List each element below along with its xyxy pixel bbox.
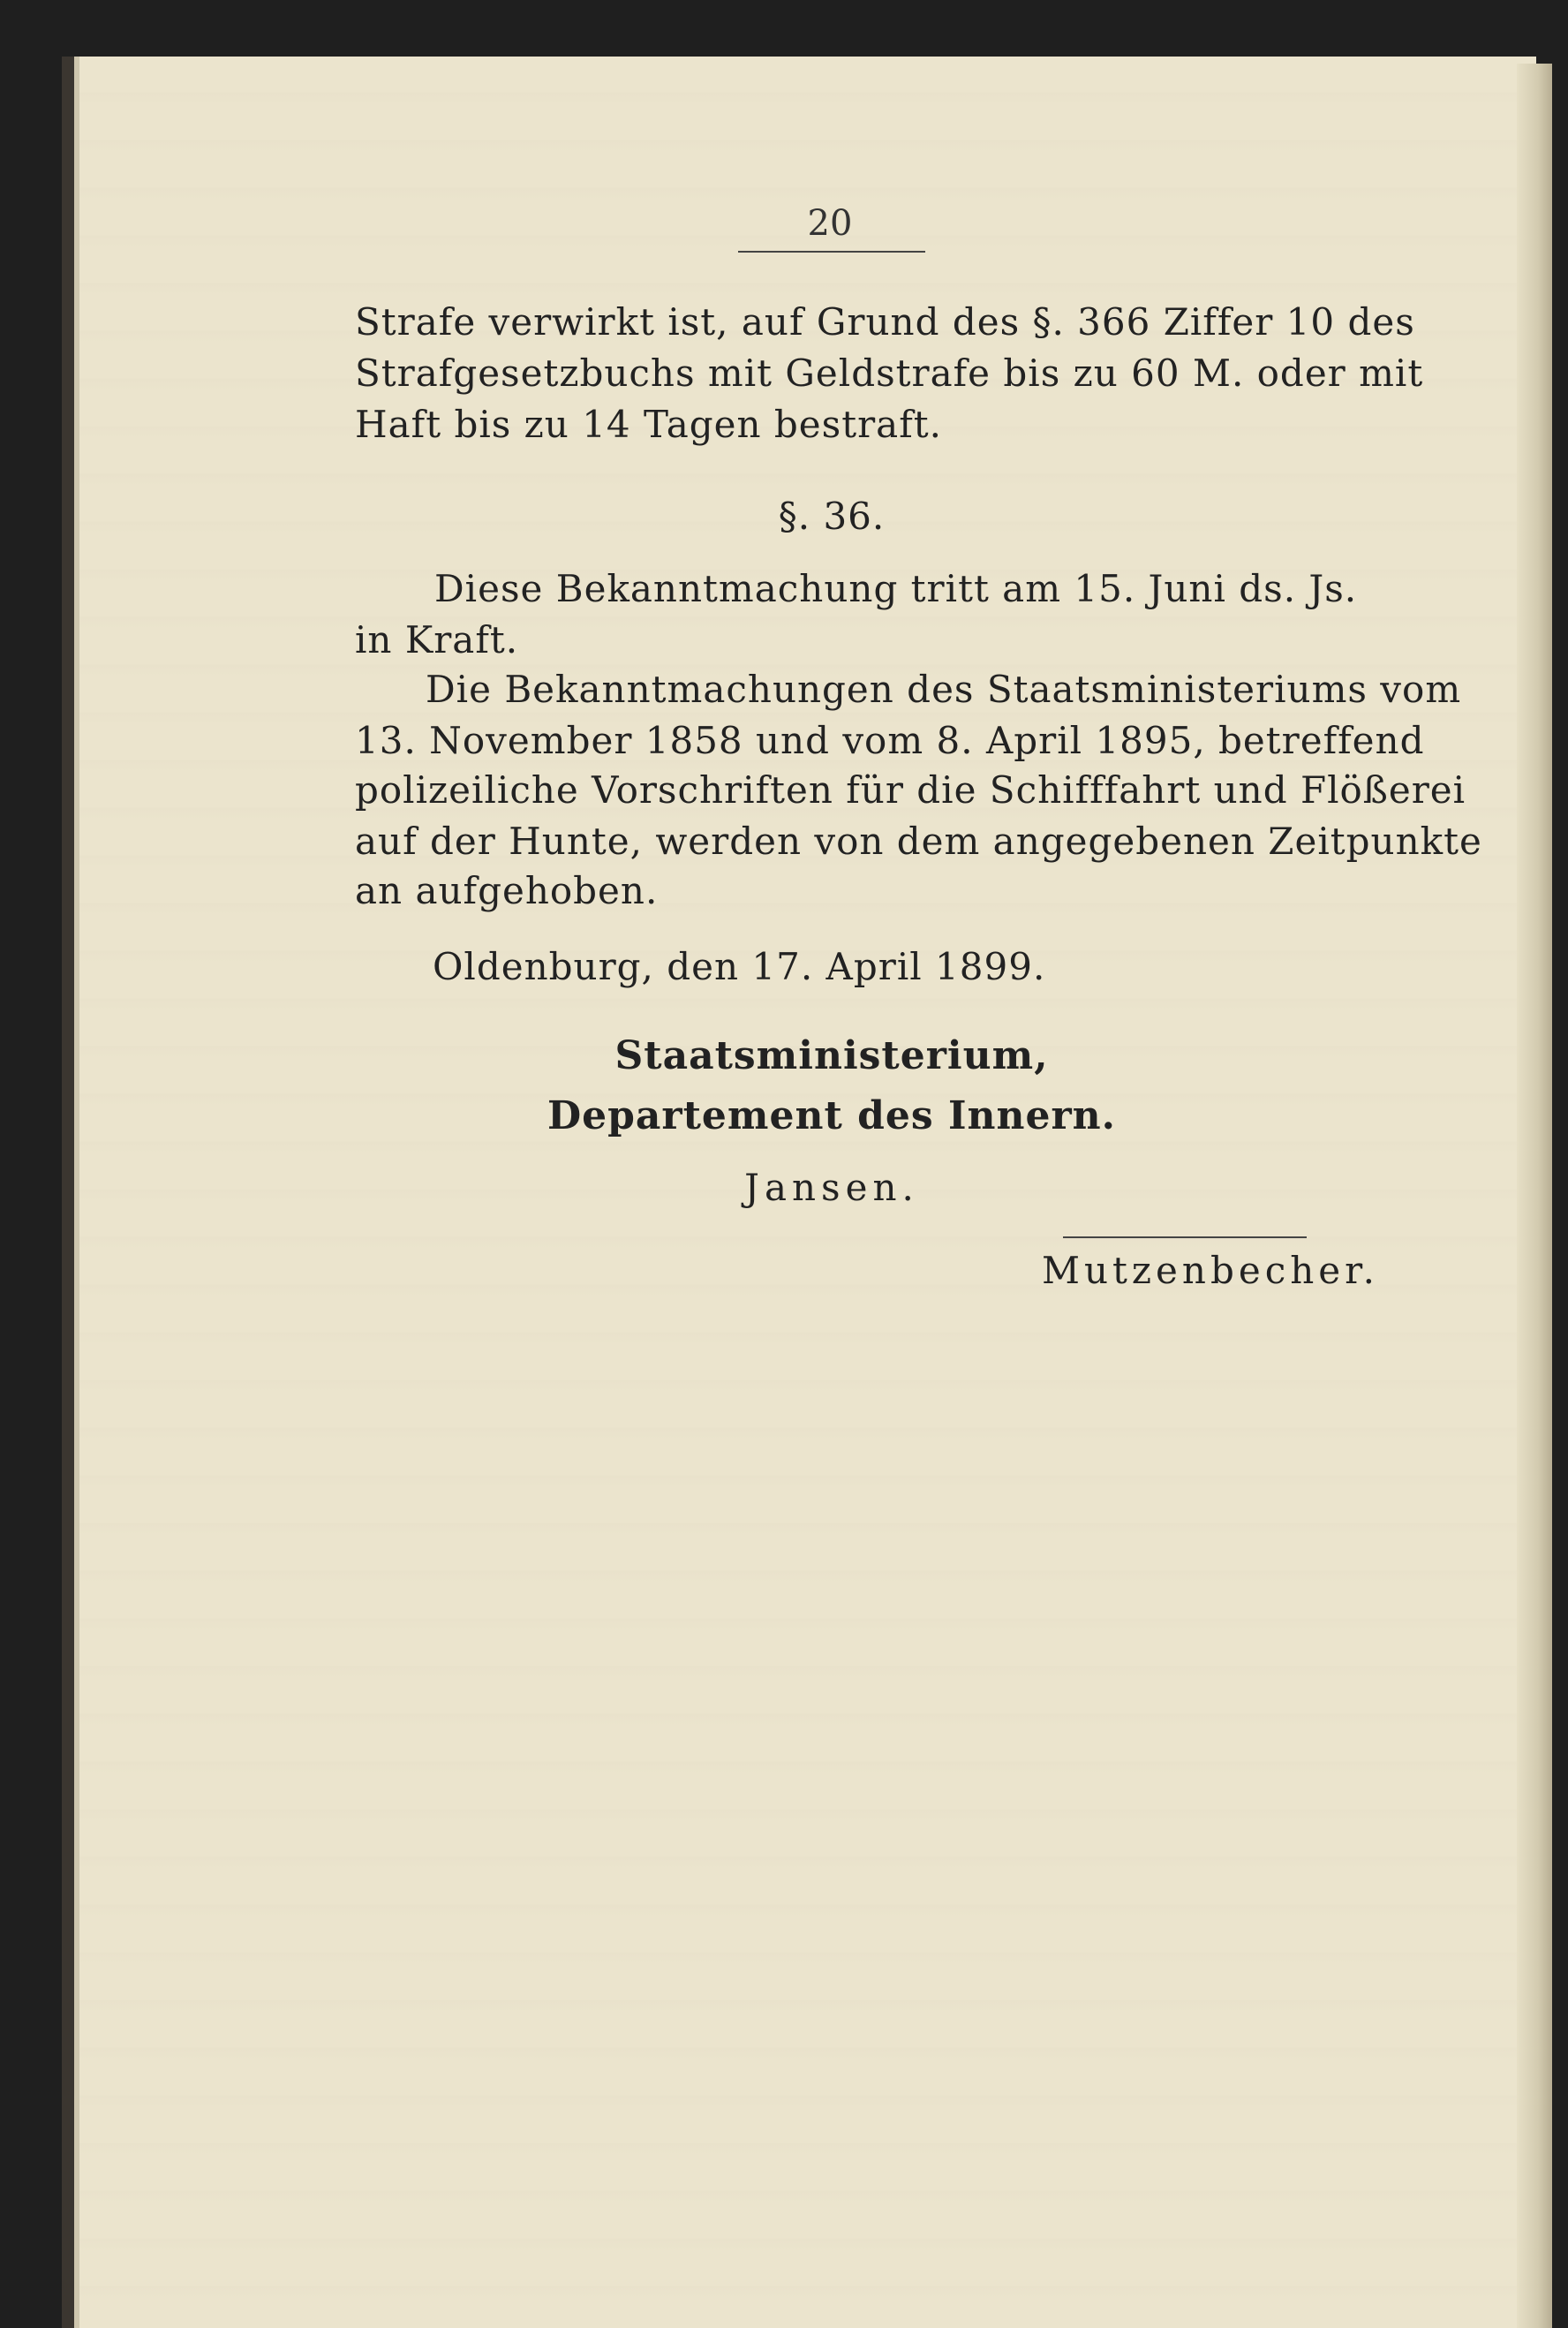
page-number-rule [738,251,925,253]
section-heading: §. 36. [778,495,886,538]
authority-line-1: Staatsministerium, [614,1033,1049,1078]
page-number: 20 [807,203,853,244]
place-date: Oldenburg, den 17. April 1899. [433,945,1046,988]
paragraph-1-line-2: Strafgesetzbuchs mit Geldstrafe bis zu 60 M. oder mit [355,351,1424,395]
paragraph-3-line-5: an aufgehoben. [355,869,659,912]
paragraph-2-line-2: in Kraft. [355,618,519,661]
paragraph-3-line-1: Die Bekanntmachungen des Staatsministeriums vom [426,668,1462,711]
paragraph-1-line-3: Haft bis zu 14 Tagen bestraft. [355,403,942,446]
paragraph-1-line-1: Strafe verwirkt ist, auf Grund des §. 366 Ziffer 10 des [355,300,1415,344]
countersignatory: Mutzenbecher. [1042,1249,1379,1292]
paragraph-2-line-1: Diese Bekanntmachung tritt am 15. Juni ds. Js. [434,567,1358,610]
authority-line-2: Departement des Innern. [547,1093,1116,1138]
paragraph-3-line-4: auf der Hunte, werden von dem angegebenen Zeitpunkte [355,820,1482,863]
paragraph-3-line-3: polizeiliche Vorschriften für die Schifffahrt und Flößerei [355,768,1466,812]
paragraph-3-line-2: 13. November 1858 und vom 8. April 1895, betreffend [355,719,1425,762]
signature-rule [1063,1236,1307,1238]
signatory: Jansen. [744,1166,919,1209]
page-edge [1517,64,1552,2328]
